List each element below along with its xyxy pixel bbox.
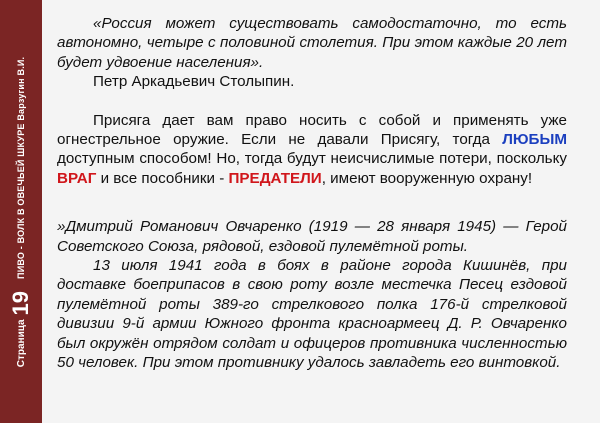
oath-paragraph	[57, 111, 567, 189]
oath-text-2: доступным способом! Но, тогда будут неисчислимые потери, поскольку	[57, 150, 567, 168]
bio-heading: »Дмитрий Романович Овчаренко (1919 — 28 января 1945) — Герой Советского Союза, рядовой, ездовой пулемётной роты.	[57, 218, 567, 255]
document-body	[57, 14, 567, 373]
quote-author: Петр Аркадьевич Столыпин.	[93, 73, 295, 91]
page-label: Страница	[15, 319, 27, 368]
keyword-traitors: ПРЕДАТЕЛИ	[228, 169, 322, 187]
spacer	[57, 92, 567, 111]
book-title: ПИВО - ВОЛК В ОВЕЧЬЕЙ ШКУРЕ Варзугин В.И.	[16, 56, 26, 279]
stolypin-quote: «Россия может существовать самодостаточно, то есть автономно, четыре с половиной столетия. При этом каждые 20 лет будет удвоение населения».	[57, 15, 567, 71]
sidebar	[0, 0, 42, 423]
oath-text-1: Присяга дает вам право носить с собой и применять уже огнестрельное оружие. Если не давали Присягу, тогда	[57, 111, 567, 149]
keyword-any: ЛЮБЫМ	[502, 131, 567, 149]
spacer	[57, 188, 567, 207]
oath-text-3: и все пособники -	[96, 169, 229, 187]
keyword-enemy: ВРАГ	[57, 169, 97, 187]
bio-body: 13 июля 1941 года в боях в районе города Кишинёв, при доставке боеприпасов в свою роту возле местечка Песец ездовой пулемётной роты 389-го стрелкового полка 176-й стрелковой дивизии 9-й армии Южного фронта красноармеец Д. Р. Овчаренко был окружён отрядом солдат и офицеров противника численностью 50 человек. При этом противнику удалось завладеть его винтовкой.	[57, 257, 567, 372]
page-number: 19	[8, 290, 33, 316]
spacer	[57, 207, 567, 217]
oath-text-4: , имеют вооруженную охрану!	[321, 169, 533, 187]
sidebar-caption	[8, 57, 34, 368]
